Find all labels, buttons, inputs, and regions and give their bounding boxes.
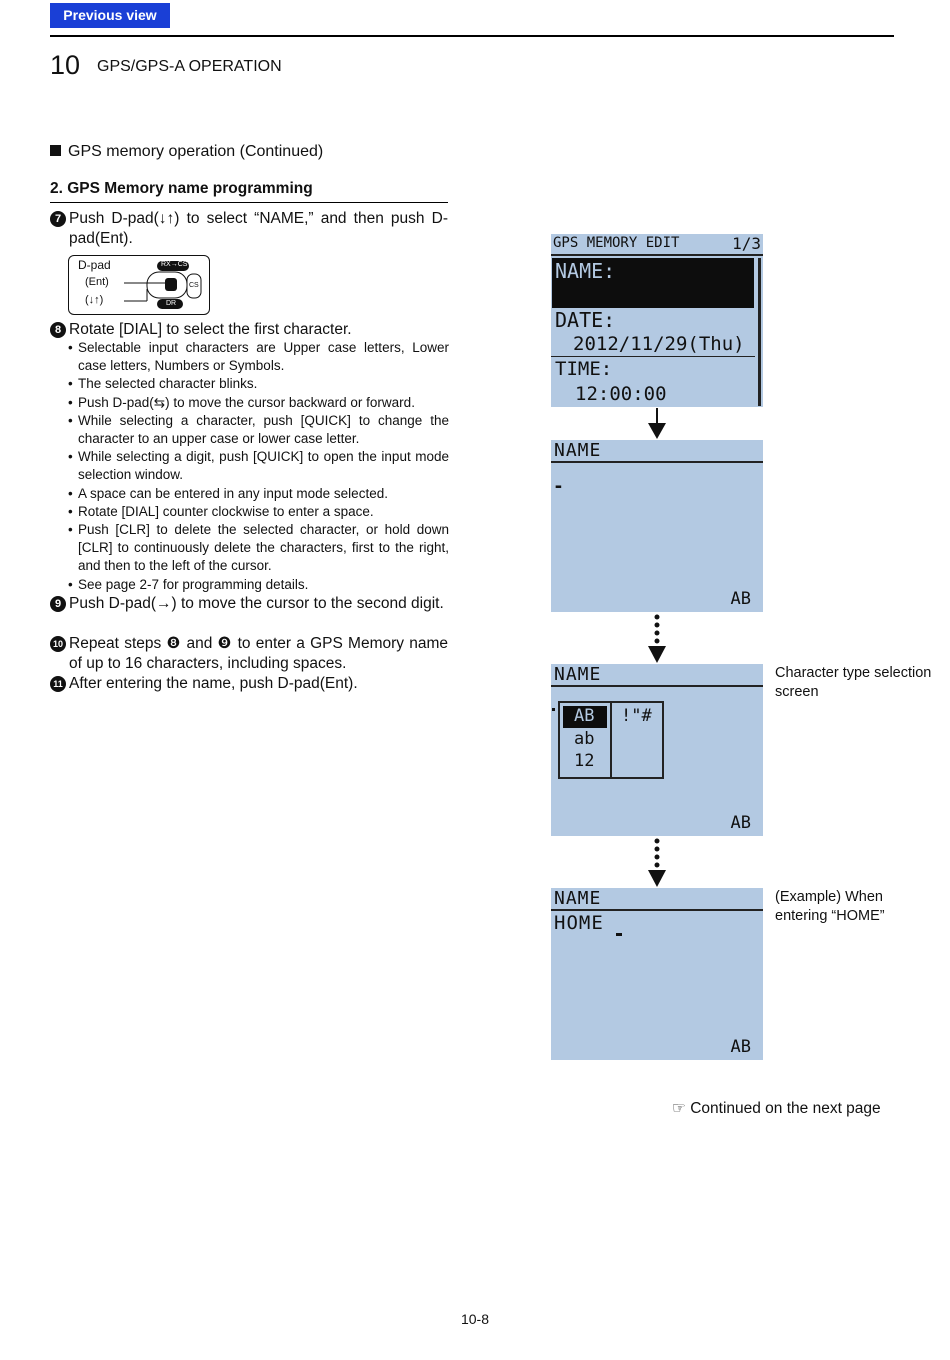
input-mode-indicator: AB (730, 589, 751, 609)
caption-char-type: Character type selection screen (775, 665, 932, 700)
option-numbers[interactable]: 12 (574, 751, 595, 771)
step-text: Repeat steps ❽ and ❾ to enter a GPS Memory name of up to 16 characters, including spaces. (69, 635, 448, 672)
step-number: 10 (50, 636, 66, 652)
step-10 (50, 634, 448, 674)
flow-dotted-arrow-icon (647, 612, 667, 664)
step-9 (50, 594, 448, 614)
continued-note: ☞ Continued on the next page (672, 1100, 881, 1117)
flow-arrow-shaft (656, 408, 658, 424)
char-type-window (558, 701, 664, 779)
cursor: - (553, 476, 564, 497)
previous-view-button[interactable]: Previous view (50, 3, 170, 28)
dpad-top-button-label: RX→CS (161, 261, 188, 268)
dpad-bottom-button-label: DR (166, 300, 177, 307)
date-label: DATE: (555, 308, 616, 332)
title-rule (551, 685, 763, 687)
row-rule (551, 356, 755, 357)
screen-title: NAME (554, 888, 602, 909)
list-item: • A space can be entered in any input mode selected. (68, 485, 449, 503)
caption-example: (Example) When entering “HOME” (775, 889, 885, 924)
step-number: 7 (50, 211, 66, 227)
lcd-screen-gps-memory-edit (551, 234, 763, 407)
cursor (552, 708, 555, 711)
lcd-screen-name-empty (551, 440, 763, 612)
list-item: • While selecting a digit, push [QUICK] to open the input mode selection window. (68, 448, 449, 484)
step-11 (50, 674, 448, 694)
list-item: • Push D-pad(⇆) to move the cursor backward or forward. (68, 394, 449, 412)
screen-title: NAME (554, 664, 602, 685)
section-heading (50, 143, 323, 161)
dpad-icon (69, 256, 209, 314)
option-lower-case[interactable]: ab (574, 729, 595, 749)
input-mode-indicator: AB (730, 813, 751, 833)
list-item: • Push [CLR] to delete the selected character, or hold down [CLR] to continuously delete the characters, first to the right, and then to the left of the cursor. (68, 521, 449, 576)
dpad-updown-label: (↓↑) (85, 294, 104, 306)
chapter-title: GPS/GPS-A OPERATION (97, 58, 282, 75)
step-number: 9 (50, 596, 66, 612)
time-value: 12:00:00 (575, 383, 667, 405)
dpad-side-button-label: CS (189, 282, 199, 289)
step-text: Push D-pad(→) to move the cursor to the second digit. (69, 595, 444, 612)
scrollbar[interactable] (758, 258, 761, 406)
square-bullet-icon (50, 145, 61, 156)
date-value: 2012/11/29(Thu) (573, 333, 745, 355)
input-mode-indicator: AB (730, 1037, 751, 1057)
option-upper-case[interactable]: AB (574, 706, 595, 726)
list-item: • While selecting a character, push [QUICK] to change the character to an upper case or lower case letter. (68, 412, 449, 448)
lcd-screen-char-type-selection (551, 664, 763, 836)
list-item: • See page 2-7 for programming details. (68, 576, 449, 594)
page-number: 10-8 (460, 1311, 490, 1327)
step-8 (50, 320, 448, 340)
bullet-list (68, 339, 449, 594)
screen-title: NAME (554, 440, 602, 461)
screen-title: GPS MEMORY EDIT (553, 235, 680, 251)
subsection-heading: 2. GPS Memory name programming (50, 180, 448, 203)
cursor (616, 933, 622, 936)
title-rule (551, 461, 763, 463)
section-heading-text: GPS memory operation (Continued) (68, 143, 324, 160)
step-7 (50, 209, 448, 249)
title-rule (551, 909, 763, 911)
step-text: Rotate [DIAL] to select the first character. (69, 321, 352, 338)
name-label: NAME: (555, 259, 616, 283)
title-rule (551, 254, 763, 256)
window-divider (610, 703, 612, 777)
lcd-screen-name-home (551, 888, 763, 1060)
step-text: After entering the name, push D-pad(Ent). (69, 675, 358, 692)
dpad-ent-label: (Ent) (85, 276, 109, 288)
header-rule (50, 35, 894, 37)
list-item: • Selectable input characters are Upper case letters, Lower case letters, Numbers or Symbols. (68, 339, 449, 375)
screen-page: 1/3 (732, 234, 761, 253)
name-value: HOME (554, 912, 604, 934)
step-text: Push D-pad(↓↑) to select “NAME,” and then push D-pad(Ent). (69, 210, 448, 247)
step-number: 11 (50, 676, 66, 692)
list-item: • The selected character blinks. (68, 375, 449, 393)
flow-dotted-arrow-icon (647, 836, 667, 888)
dpad-diagram (68, 255, 210, 315)
dpad-label: D-pad (78, 258, 111, 272)
flow-arrow-down-icon (648, 423, 666, 439)
step-number: 8 (50, 322, 66, 338)
time-label: TIME: (555, 358, 613, 380)
chapter-number: 10 (50, 50, 81, 80)
option-symbols[interactable]: !"# (621, 706, 652, 726)
list-item: • Rotate [DIAL] counter clockwise to enter a space. (68, 503, 449, 521)
